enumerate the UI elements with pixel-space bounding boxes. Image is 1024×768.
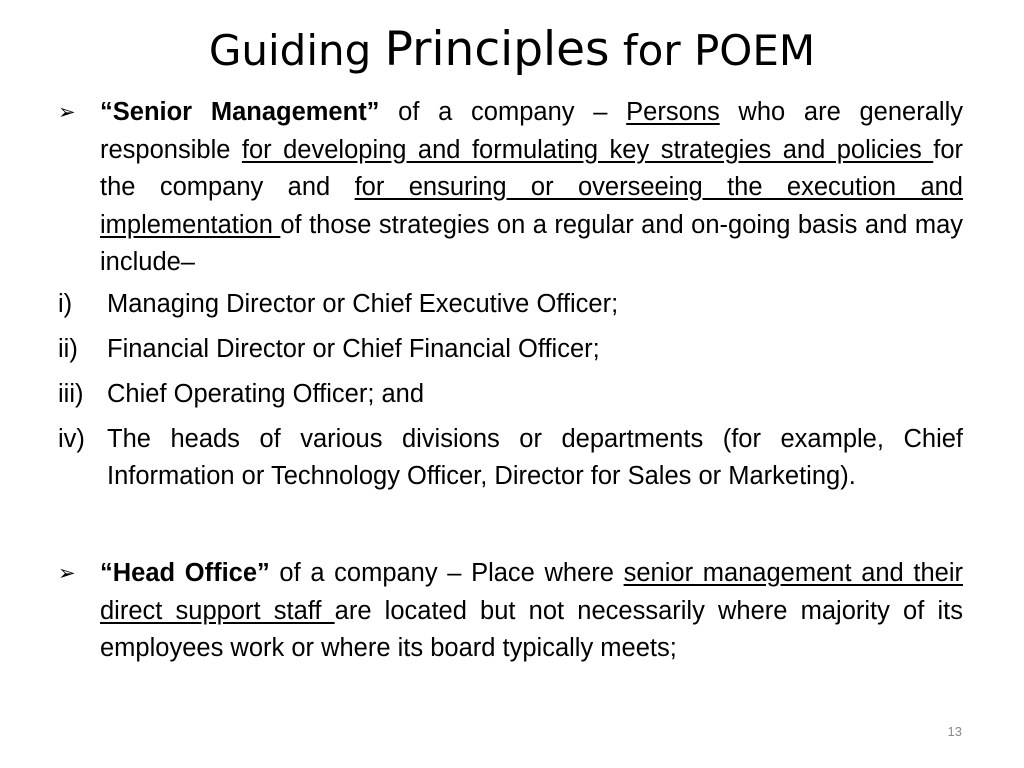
arrow-bullet-icon: ➢ (58, 101, 76, 124)
spacer (58, 503, 963, 555)
definition-text: for the company and (100, 135, 963, 201)
list-item-number: iii) (58, 379, 84, 408)
title-part-2: Principles (384, 22, 610, 77)
senior-management-list (58, 286, 963, 496)
list-item-number: i) (58, 289, 73, 318)
underlined-text: senior management and their direct support staff (100, 559, 963, 625)
title-part-3: for POEM (609, 26, 816, 75)
definition-text: are located but not necessarily where majority of its employees work or where its board typically meets; (100, 596, 963, 662)
senior-management-bullet (58, 94, 963, 282)
list-item-text: Financial Director or Chief Financial Officer; (107, 334, 600, 363)
list-item-text: The heads of various divisions or departments (for example, Chief Information or Technology Officer, Director for Sales or Marketing). (107, 424, 963, 490)
senior-management-term: “Senior Management” (100, 98, 380, 126)
definition-text: of a company – (379, 98, 627, 126)
list-item (58, 286, 963, 324)
list-item-text: Managing Director or Chief Executive Officer; (107, 289, 619, 318)
page-number: 13 (947, 724, 962, 739)
list-item (58, 331, 963, 369)
list-item-text: Chief Operating Officer; and (107, 379, 425, 408)
list-item (58, 376, 963, 414)
definition-text: of a company – Place where (269, 559, 624, 587)
underlined-text: for ensuring or overseeing the execution and implementation (100, 173, 963, 239)
definition-text: of those strategies on a regular and on-going basis and may include– (100, 210, 963, 276)
head-office-term: “Head Office” (100, 559, 270, 587)
underlined-text: for developing and formulating key strategies and policies (241, 135, 934, 164)
head-office-bullet (58, 555, 963, 668)
slide-content (58, 94, 963, 668)
definition-text: who are generally responsible (100, 98, 963, 164)
title-part-1: Guiding (208, 26, 385, 75)
list-item-number: ii) (58, 334, 78, 363)
head-office-definition (100, 555, 963, 668)
senior-management-definition (100, 94, 963, 282)
underlined-text: Persons (626, 98, 720, 126)
list-item-number: iv) (58, 424, 85, 453)
list-item (58, 421, 963, 496)
slide-title (0, 22, 1024, 79)
arrow-bullet-icon: ➢ (58, 562, 76, 585)
